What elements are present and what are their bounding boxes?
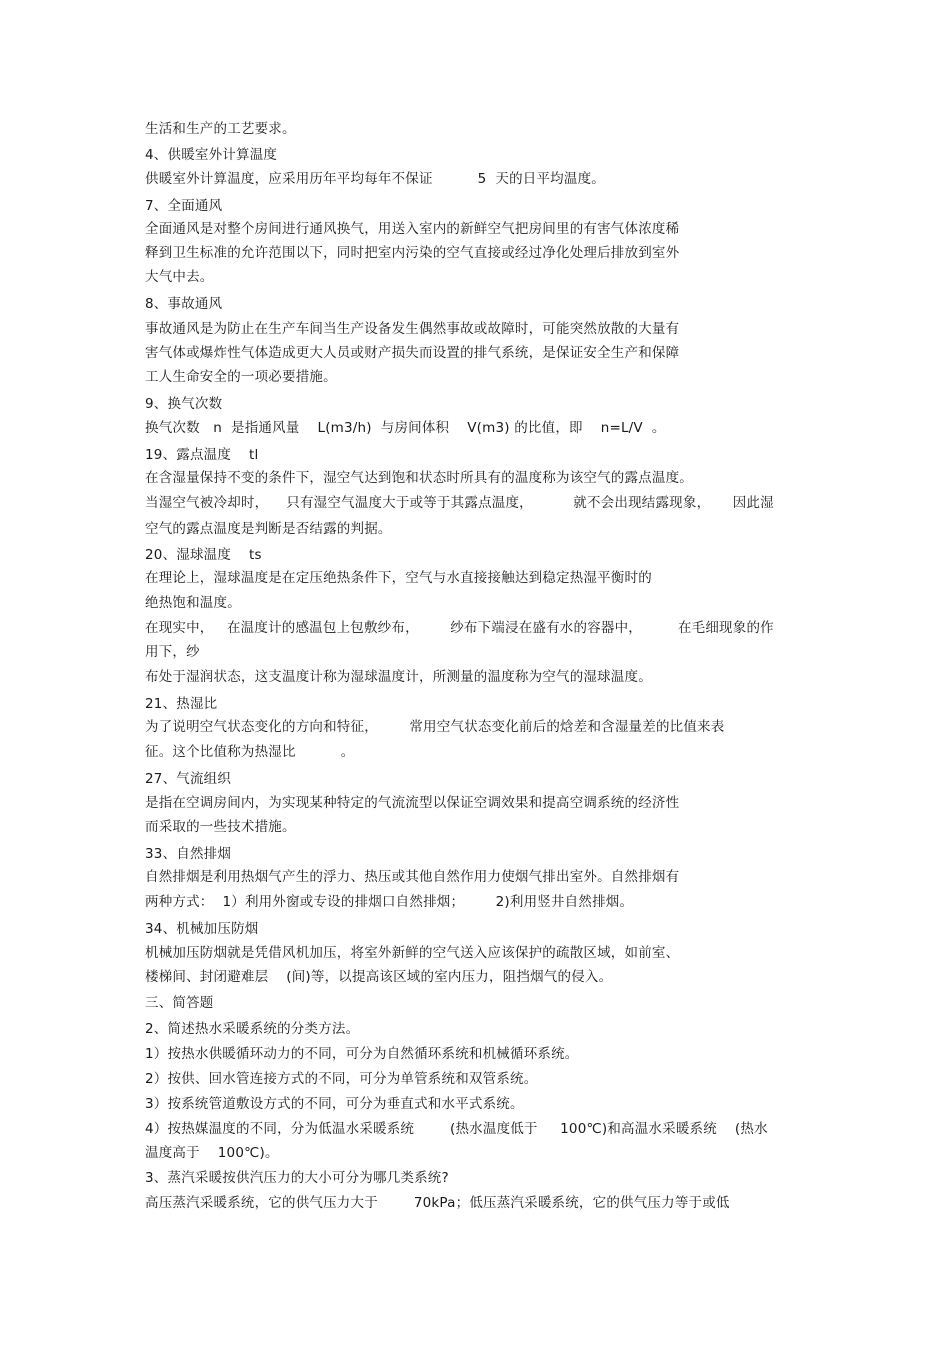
text-line: 换气次数 n 是指通风量 L(m3/h) 与房间体积 V(m3) 的比值，即 n=L/V 。 [145, 420, 666, 436]
list-item: 1）按热水供暖循环动力的不同，可分为自然循环系统和机械循环系统。 [145, 1046, 579, 1062]
section-heading: 33、自然排烟 [145, 846, 232, 862]
text-line: 高压蒸汽采暖系统，它的供气压力大于 70kPa；低压蒸汽采暖系统，它的供气压力等于或低 [145, 1195, 730, 1211]
text-line: 而采取的一些技术措施。 [145, 819, 296, 835]
section-heading: 4、供暖室外计算温度 [145, 147, 278, 163]
text-line: 全面通风是对整个房间进行通风换气，用送入室内的新鲜空气把房间里的有害气体浓度稀 [145, 221, 680, 237]
text-line: 害气体或爆炸性气体造成更大人员或财产损失而设置的排气系统，是保证安全生产和保障 [145, 345, 680, 361]
text-line: 当湿空气被冷却时， 只有湿空气温度大于或等于其露点温度， 就不会出现结露现象， 因此湿 [145, 495, 774, 511]
question-heading: 2、简述热水采暖系统的分类方法。 [145, 1021, 360, 1037]
section-heading: 9、换气次数 [145, 396, 223, 412]
section-heading: 21、热湿比 [145, 696, 218, 712]
list-item: 2）按供、回水管连接方式的不同，可分为单管系统和双管系统。 [145, 1071, 538, 1087]
text-line: 大气中去。 [145, 269, 214, 285]
section-heading: 三、简答题 [145, 995, 214, 1011]
text-line: 温度高于 100℃)。 [145, 1145, 279, 1161]
text-line: 自然排烟是利用热烟气产生的浮力、热压或其他自然作用力使烟气排出室外。自然排烟有 [145, 869, 680, 885]
text-line: 空气的露点温度是判断是否结露的判据。 [145, 521, 392, 537]
text-line: 用下，纱 [145, 644, 200, 660]
text-line: 在含湿量保持不变的条件下，湿空气达到饱和状态时所具有的温度称为该空气的露点温度。 [145, 470, 693, 486]
text-line: 楼梯间、封闭避难层 (间)等，以提高该区域的室内压力，阻挡烟气的侵入。 [145, 969, 613, 985]
text-line: 机械加压防烟就是凭借风机加压，将室外新鲜的空气送入应该保护的疏散区域，如前室、 [145, 945, 680, 961]
text-line: 在理论上，湿球温度是在定压绝热条件下，空气与水直接接触达到稳定热湿平衡时的 [145, 570, 652, 586]
section-heading: 27、气流组织 [145, 771, 232, 787]
list-item: 3）按系统管道敷设方式的不同，可分为垂直式和水平式系统。 [145, 1096, 524, 1112]
text-line: 是指在空调房间内，为实现某种特定的气流流型以保证空调效果和提高空调系统的经济性 [145, 795, 680, 811]
text-line: 供暖室外计算温度，应采用历年平均每年不保证 5 天的日平均温度。 [145, 171, 605, 187]
text-line: 生活和生产的工艺要求。 [145, 121, 296, 137]
text-line: 工人生命安全的一项必要措施。 [145, 369, 337, 385]
text-line: 征。这个比值称为热湿比 。 [145, 744, 355, 760]
text-line: 布处于湿润状态，这支温度计称为湿球温度计，所测量的温度称为空气的湿球温度。 [145, 669, 652, 685]
text-line: 两种方式： 1）利用外窗或专设的排烟口自然排烟； 2)利用竖井自然排烟。 [145, 894, 634, 910]
text-line: 释到卫生标准的允许范围以下，同时把室内污染的空气直接或经过净化处理后排放到室外 [145, 245, 680, 261]
question-heading: 3、蒸汽采暖按供汽压力的大小可分为哪几类系统? [145, 1170, 449, 1186]
section-heading: 7、全面通风 [145, 198, 223, 214]
section-heading: 20、湿球温度 ts [145, 547, 262, 563]
text-line: 为了说明空气状态变化的方向和特征， 常用空气状态变化前后的焓差和含湿量差的比值来表 [145, 719, 725, 735]
text-line: 事故通风是为防止在生产车间当生产设备发生偶然事故或故障时，可能突然放散的大量有 [145, 321, 680, 337]
section-heading: 8、事故通风 [145, 296, 223, 312]
text-line: 在现实中， 在温度计的感温包上包敷纱布， 纱布下端浸在盛有水的容器中， 在毛细现象的作 [145, 620, 774, 636]
section-heading: 19、露点温度 tl [145, 447, 259, 463]
list-item: 4）按热媒温度的不同，分为低温水采暖系统 (热水温度低于 100℃)和高温水采暖系统 (热水 [145, 1121, 768, 1137]
text-line: 绝热饱和温度。 [145, 595, 241, 611]
section-heading: 34、机械加压防烟 [145, 921, 259, 937]
